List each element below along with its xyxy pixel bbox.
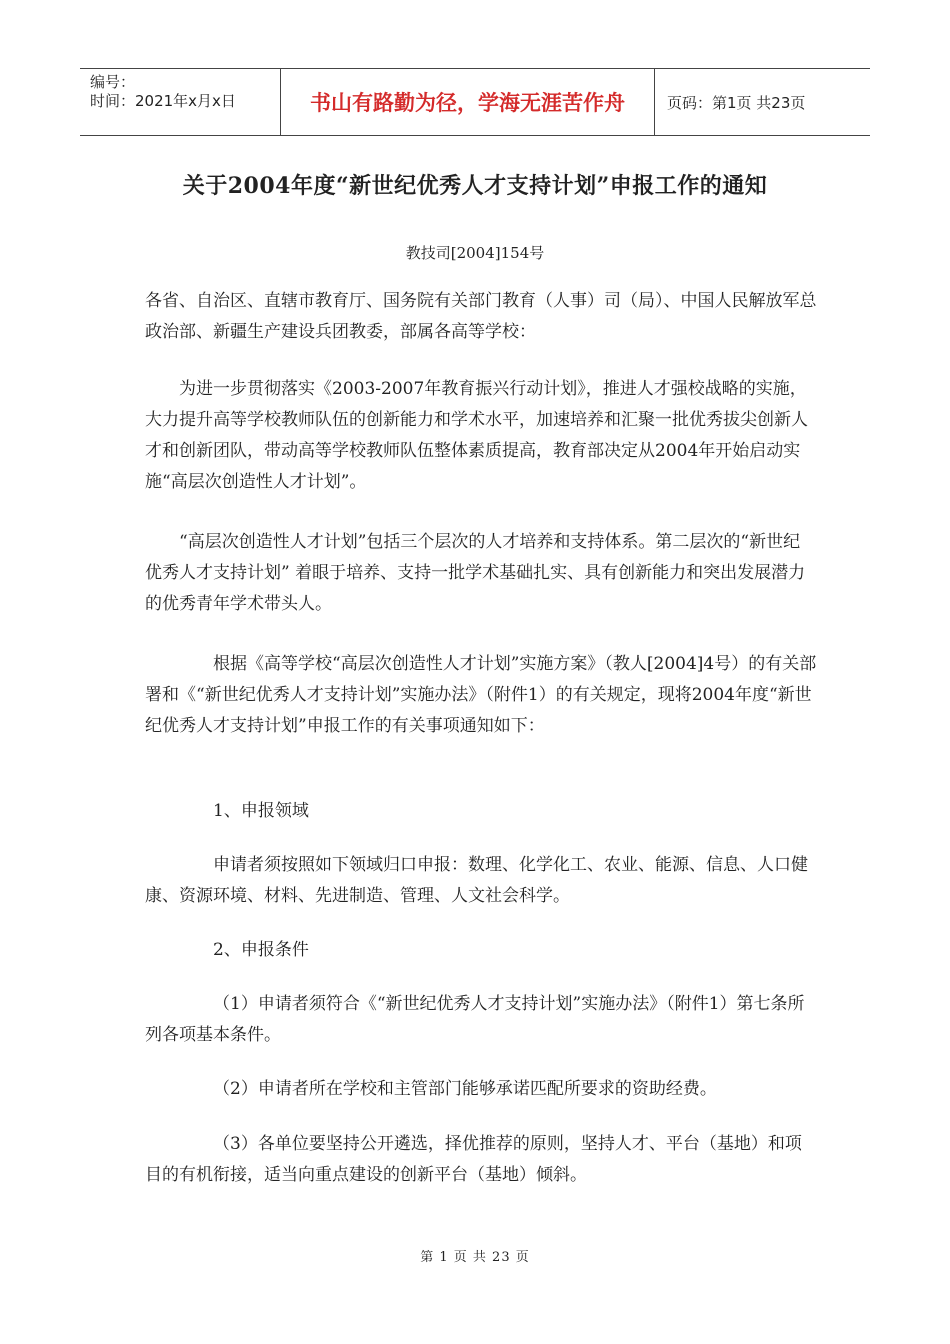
document-title: 关于2004年度“新世纪优秀人才支持计划”申报工作的通知 xyxy=(182,173,768,199)
addressee: 各省、自治区、直辖市教育厅、国务院有关部门教育（人事）司（局）、中国人民解放军总政治部、新疆生产建设兵团教委，部属各高等学校： xyxy=(145,291,817,342)
page-header xyxy=(80,68,870,136)
number-label: 编号： xyxy=(90,73,136,91)
header-motto-cell xyxy=(281,69,655,135)
paragraph-plan-overview: “高层次创造性人才计划”包括三个层次的人才培养和支持体系。第二层次的“新世纪优秀人才支持计划” 着眼于培养、支持一批学术基础扎实、具有创新能力和突出发展潜力的优秀青年学术带头人。 xyxy=(145,532,806,614)
header-page-cell xyxy=(655,69,870,135)
header-meta-cell xyxy=(80,69,281,135)
motto-text: 书山有路勤为径，学海无涯苦作舟 xyxy=(310,91,625,115)
page-footer: 第 1 页 共 23 页 xyxy=(420,1250,530,1265)
condition-item-3: （3）各单位要坚持公开遴选，择优推荐的原则，坚持人才、平台（基地）和项目的有机衔接，适当向重点建设的创新平台（基地）倾斜。 xyxy=(145,1134,802,1185)
section-heading-conditions: 2、申报条件 xyxy=(213,940,309,960)
condition-item-1: （1）申请者须符合《“新世纪优秀人才支持计划”实施办法》（附件1）第七条所列各项基本条件。 xyxy=(145,994,805,1045)
condition-item-2: （2）申请者所在学校和主管部门能够承诺匹配所要求的资助经费。 xyxy=(213,1079,717,1099)
page-info: 页码：第1页 共23页 xyxy=(667,93,806,112)
paragraph-fields: 申请者须按照如下领域归口申报：数理、化学化工、农业、能源、信息、人口健康、资源环境、材料、先进制造、管理、人文社会科学。 xyxy=(145,855,808,906)
paragraph-basis: 根据《高等学校“高层次创造性人才计划”实施方案》（教人[2004]4号）的有关部署和《“新世纪优秀人才支持计划”实施办法》（附件1）的有关规定，现将2004年度“新世纪优秀人才支持计划”申报工作的有关事项通知如下： xyxy=(145,654,817,736)
section-heading-fields: 1、申报领域 xyxy=(213,801,309,821)
document-number: 教技司[2004]154号 xyxy=(405,244,545,262)
date-label: 时间：2021年x月x日 xyxy=(90,92,236,110)
paragraph-intro: 为进一步贯彻落实《2003-2007年教育振兴行动计划》，推进人才强校战略的实施，大力提升高等学校教师队伍的创新能力和学术水平，加速培养和汇聚一批优秀拔尖创新人才和创新团队，带动高等学校教师队伍整体素质提高，教育部决定从2004年开始启动实施“高层次创造性人才计划”。 xyxy=(145,379,808,492)
